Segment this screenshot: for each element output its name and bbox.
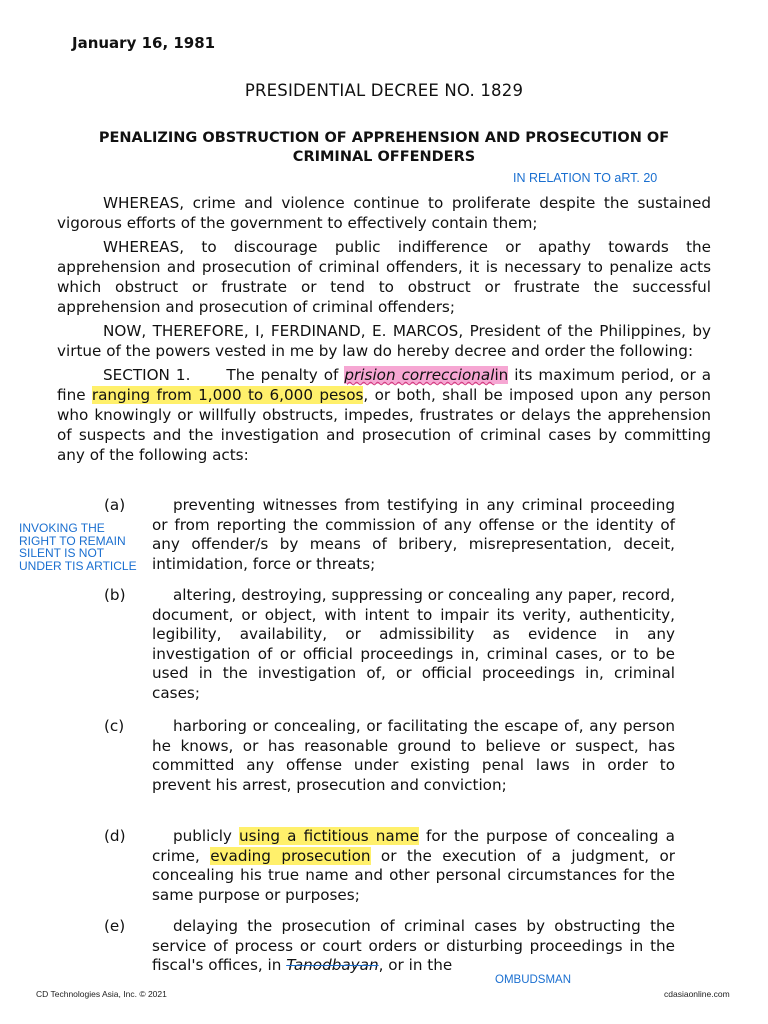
- item-text: harboring or concealing, or facilitating the escape of, any person he knows, or has reasonable ground to believe or suspect, has committed any offense under existing penal laws in order to prevent his arrest, prosecution and conviction;: [152, 717, 675, 794]
- footer-website: cdasiaonline.com: [664, 989, 730, 999]
- section-1-text: its maximum period, or a fine: [57, 366, 712, 404]
- struck-tanodbayan: Tanodbayan: [286, 956, 379, 975]
- list-item-c: [104, 717, 675, 795]
- item-label: (c): [104, 717, 125, 735]
- list-item-e: [104, 917, 675, 976]
- highlight-fine-range: ranging from 1,000 to 6,000 pesos: [91, 386, 364, 404]
- annotation-ombudsman: OMBUDSMAN: [495, 974, 572, 986]
- decree-title: PRESIDENTIAL DECREE NO. 1829: [244, 81, 524, 100]
- item-text: preventing witnesses from testifying in any criminal proceeding or from reporting the commission of any offense or the identity of any offender/s by means of bribery, misrepresentation, deceit, intimidation, force or threats;: [152, 496, 675, 573]
- item-text: , or in the: [378, 956, 453, 975]
- list-item-d: [104, 827, 675, 905]
- item-text: altering, destroying, suppressing or concealing any paper, record, document, or object, with intent to impair its verity, authenticity, legibility, availability, or admissibility as evidence in any investigation of or official proceedings in, criminal cases, or to be used in the investigation of, or official proceedings in, criminal cases;: [152, 586, 675, 702]
- section-1-lead: SECTION 1.: [103, 366, 191, 384]
- footer-copyright: CD Technologies Asia, Inc. © 2021: [36, 989, 167, 999]
- highlight-fictitious-name: using a fictitious name: [239, 827, 419, 845]
- document-date: January 16, 1981: [72, 34, 216, 52]
- annotation-relation: IN RELATION TO aRT. 20: [513, 171, 658, 185]
- preamble: [57, 193, 711, 465]
- item-label: (d): [104, 827, 126, 845]
- highlight-prision-correccional: prision correccional: [344, 366, 495, 384]
- item-text: for the purpose of concealing a crime,: [152, 827, 675, 865]
- highlight-evading-prosecution: evading prosecution: [210, 846, 371, 865]
- item-text: delaying the prosecution of criminal cases by obstructing the service of process or court orders or disturbing proceedings in the fiscal's offices, in: [152, 917, 675, 975]
- section-1-paragraph: [57, 365, 711, 465]
- whereas-paragraph-2: WHEREAS, to discourage public indifference or apathy towards the apprehension and prosecution of criminal offenders, it is necessary to penalize acts which obstruct or frustrate or tend to obstruct or frustrate the successful apprehension and prosecution of criminal offenders;: [57, 238, 711, 316]
- section-1-text: The penalty of: [226, 366, 345, 384]
- item-label: (a): [104, 496, 126, 514]
- annotation-invoking-right: INVOKING THE RIGHT TO REMAIN SILENT IS NOT UNDER TIS ARTICLE: [19, 521, 137, 573]
- list-item-a: [104, 496, 675, 574]
- item-label: (e): [104, 917, 126, 935]
- highlight-in: in: [494, 366, 509, 384]
- section-1-text: , or both, shall be imposed upon any person who knowingly or willfully obstructs, impedes, frustrates or delays the apprehension of suspects and the investigation and prosecution of criminal cases by committing any of the following acts:: [57, 386, 711, 464]
- now-therefore-paragraph: NOW, THEREFORE, I, FERDINAND, E. MARCOS, President of the Philippines, by virtue of the powers vested in me by law do hereby decree and order the following:: [57, 322, 711, 360]
- decree-subtitle: PENALIZING OBSTRUCTION OF APPREHENSION AND PROSECUTION OF CRIMINAL OFFENDERS: [98, 130, 670, 165]
- item-text: publicly: [173, 827, 240, 845]
- whereas-paragraph-1: WHEREAS, crime and violence continue to proliferate despite the sustained vigorous efforts of the government to effectively contain them;: [57, 194, 711, 232]
- item-text: or the execution of a judgment, or concealing his true name and other personal circumstances for the same purpose or purposes;: [152, 846, 675, 904]
- list-item-b: [104, 586, 675, 704]
- item-label: (b): [104, 586, 126, 604]
